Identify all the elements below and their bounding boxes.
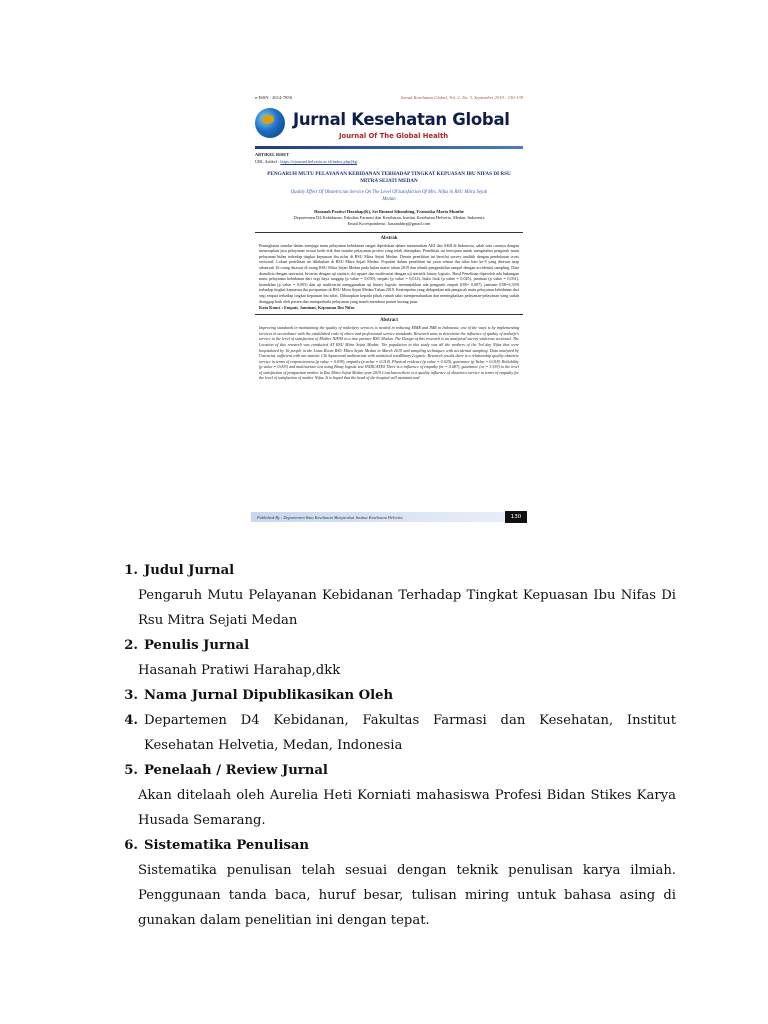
item-text: Hasanah Pratiwi Harahap,dkk [138,663,341,678]
globe-logo-icon [255,108,285,138]
item-text: Pengaruh Mutu Pelayanan Kebidanan Terhadap Tingkat Kepuasan Ibu Nifas Di Rsu Mitra Sejati Medan [138,588,676,628]
item-heading: Judul Jurnal [144,563,235,578]
article-url-link[interactable]: https://ejournal.helvetia.ac.id/index.php/jkg [280,159,357,164]
item-number: 2. [124,638,138,653]
item-heading: Penulis Jurnal [144,638,250,653]
list-item [116,758,676,833]
article-authors-block [259,209,519,228]
item-text: Sistematika penulisan telah sesuai dengan teknik penulisan karya ilmiah. Penggunaan tanda baca, huruf besar, tulisan miring untuk bahasa asing di gunakan dalam penelitian ini dengan tepat. [138,863,676,928]
journal-issue: Jurnal Kesehatan Global, Vol. 2, No. 3, September 2019 : 130-139 [400,95,523,100]
item-number: 3. [124,688,138,703]
item-number: 5. [124,763,138,778]
journal-header-line [251,92,527,100]
divider [255,314,523,315]
item-heading: Sistematika Penulisan [144,838,310,853]
article-title: PENGARUH MUTU PELAYANAN KEBIDANAN TERHADAP TINGKAT KEPUASAN IBU NIFAS DI RSU MITRA SEJATI MEDAN [267,171,511,184]
item-number: 6. [124,838,138,853]
journal-masthead [251,102,527,146]
journal-publisher: Published By : Departemen Ilmu Kesehatan Masyarakat Institut Kesehatan Helvetia [251,512,505,522]
article-url-row [255,158,523,165]
list-item [116,558,676,633]
list-item [116,833,676,933]
list-item [116,633,676,683]
review-list [116,558,676,933]
abstract-keywords: Kata Kunci : Empati, Jaminan, Kepuasan Ibu Nifas [259,305,355,311]
item-text: Departemen D4 Kebidanan, Fakultas Farmasi dan Kesehatan, Institut Kesehatan Helvetia, Medan, Indonesia [144,713,676,753]
article-english-title: Quality Effect Of Obstetrician Service On The Level Of Satisfaction Of Mrs. Nifas in RSU Mitra Sejati Medan [290,190,488,202]
list-item [116,708,676,758]
item-heading: Nama Jurnal Dipublikasikan Oleh [144,688,394,703]
article-authors: Hasanah Pratiwi Harahap(K), Sri Rintani Sihombing, Fransiska Maria Munthe [314,209,464,214]
journal-name: Jurnal Kesehatan Global [293,110,510,129]
journal-page-number: 130 [505,511,527,523]
divider [255,232,523,233]
abstract-text: Peningkatan standar dalam menjaga mutu pelayanan kebidanan sangat diperlukan dalam menurunkan AKI dan AKB di Indonesia, salah satu caranya dengan menerapkan jasa pelayanan sesuai kode etik dan standar pelayanan profesi yang telah ditetapkan. Penelitian ini bertujuan untuk mengetahui pengaruh mutu pelayanan bidan terhadap tingkat kepuasan ibu nifas di RSU Mitra Sejati Medan. Desain penelitian ini bersifat survey analitik dengan pendekatan cross sectional. Lokasi penelitian ini dilakukan di RSU Mitra Sejati Medan. Populasi dalam penelitian ini yaitu semua ibu nifas hari ke-3 yang dirawat inap sebanyak 16 orang dirawat di ruang RSU Mitra Sejati Medan pada bulan maret tahun 2019 dan teknik pengambilan sampel dengan accidental sampling. Data dianalisis dengan univariat, bivariat dengan uji statistic chi square dan multivariat dengan uji statistik binary logistic. Hasil Penelitian diperoleh ada hubungan mutu pelayanan kebidanan dari segi daya tanggap (p value = 0,039), empati (p value = 0,014), bukti fisik (p value = 0,025), jaminan (p value = 0,031), keandalan (p value = 0,003) dan uji multivariat menggunakan uji binary logistic menunjukkan ada pengaruh empati (OR= 0,087), jaminan (OR=3,339) terhadap tingkat kepuasan ibu postpartum di RSU Mitra Sejati Medan Tahun 2019. Kesimpulan yang didapatkan ada pengaruh mutu pelayanan kebidanan dari segi empati terhadap tingkat kepuasan ibu nifas. Diharapkan kepada pihak rumah sakit mempertahankan dan meningkatkan pelayanan-pelayanan yang sudah dianggap baik oleh pasien dan memperbaiki pelayanan yang masih membuat pasien kurang puas. [259,242,519,304]
abstract-english-text: Improving standards in maintaining the quality of midwifery services is needed in reducing MMR and IMR in Indonesia, one of the ways is by implementing services in accordance with the established code of ethics and professional service standards. Research aims to determine the influence of quality of midwife's service to the level of satisfaction of Mother NIFAS in a true partner RSU Medan. The Design of this research is an analytical survey withcross sectional. The Location of this research was conducted AT RSU Mitra Sejati Medan. The population in this study was all the mothers of the 3rd day Nifas that were hospitalized by 16 people in the Lotus Room RSU Mitra Sejati Medan in March 2019 and sampling techniques with accidental sampling. Data analyzed by Univariat, sufficient with uni statistic Chi Squareand multivariate with statistical testsBinary Logistic. Research results there is a relationship quality obstetric service in terms of responsiveness (p value = 0.039), empathy (p value = 0.014). Physical evidence (p value = 0.025), guarantee (p Value = 0.018). Reliability (p value = 0.003) and multivariate test using Binay logistic test INDICATES There is a influence of empathy for = 4.087), guarantee (or = 3.339) to the level of satisfaction of postpartum mother in Rsu Mitra Sejati Medan year 2019.Conclusion:there is a quality influence of obstetrics service in terms of empathy for the level of satisfaction of mother Nifas. It is hoped that the head of the hospital will maintain and [259,325,519,381]
journal-subtitle: Journal Of The Global Health [339,132,449,140]
article-meta [251,149,527,165]
journal-page-image [251,92,527,526]
article-type: ARTIKEL RISET [255,152,290,157]
article-url-label: URL Artikel : [255,159,280,164]
abstract-english-heading: Abstract [380,318,398,324]
item-number: 1. [124,563,138,578]
journal-footer [251,510,527,524]
item-text: Akan ditelaah oleh Aurelia Heti Korniati mahasiswa Profesi Bidan Stikes Karya Husada Semarang. [138,788,676,828]
article-email: Email Korespondensi: hasanahhrp@gmail.com [347,221,431,227]
abstract-heading: Abstrak [380,235,398,241]
journal-issn: e-ISSN : 2614-7850 [255,95,293,100]
item-number: 4. [124,713,138,728]
list-item [116,683,676,708]
item-heading: Penelaah / Review Jurnal [144,763,328,778]
article-affiliation: Departemen D4 Kebidanan, Fakultas Farmasi dan Kesehatan, Institut Kesehatan Helvetia, Medan, Indonesia [293,215,485,221]
